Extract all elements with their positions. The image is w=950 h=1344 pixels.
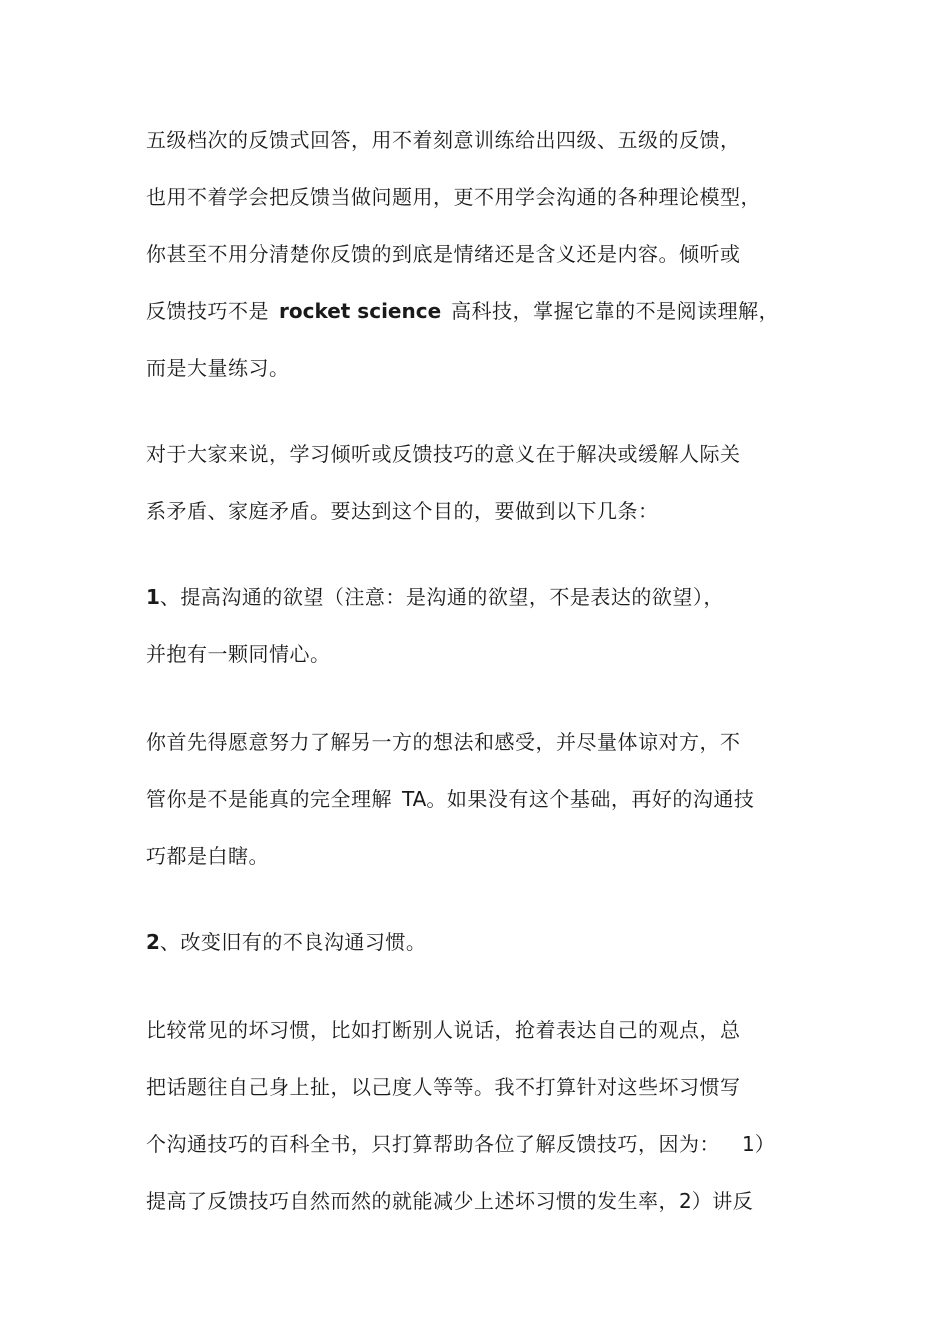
paragraph-4-line-1: 比较常见的坏习惯，比如打断别人说话，抢着表达自己的观点，总: [146, 1018, 741, 1042]
paragraph-2-line-1: 对于大家来说，学习倾听或反馈技巧的意义在于解决或缓解人际关: [146, 442, 741, 466]
paragraph-1-line-4: [146, 297, 779, 325]
text-segment: 提高了反馈技巧自然而然的就能减少上述坏习惯的发生率，: [146, 1189, 679, 1213]
paragraph-4-line-2: 把话题往自己身上扯，以己度人等等。我不打算针对这些坏习惯写: [146, 1075, 741, 1099]
text-segment: 个沟通技巧的百科全书，只打算帮助各位了解反馈技巧，因为：: [146, 1132, 720, 1156]
text-segment: 、改变旧有的不良沟通习惯。: [159, 930, 427, 954]
paragraph-1-line-5: 而是大量练习。: [146, 356, 290, 380]
text-segment: ）讲反: [691, 1189, 754, 1213]
paragraph-3-line-3: 巧都是白瞎。: [146, 844, 269, 868]
paragraph-4-line-4: [146, 1187, 753, 1215]
list-item-1-line-2: 并抱有一颗同情心。: [146, 642, 331, 666]
list-number: 1: [742, 1132, 755, 1156]
list-item-2-line-1: [146, 928, 426, 956]
english-term: TA: [402, 787, 427, 811]
paragraph-4-line-3: [146, 1130, 775, 1158]
list-number: 2: [146, 930, 160, 954]
list-item-1-line-1: [146, 583, 724, 611]
paragraph-1-line-3: 你甚至不用分清楚你反馈的到底是情绪还是含义还是内容。倾听或: [146, 242, 741, 266]
english-term: rocket science: [279, 299, 442, 323]
text-segment: 高科技，掌握它靠的不是阅读理解，: [451, 299, 780, 323]
paragraph-1-line-2: 也用不着学会把反馈当做问题用，更不用学会沟通的各种理论模型，: [146, 185, 761, 209]
paragraph-2-line-2: 系矛盾、家庭矛盾。要达到这个目的，要做到以下几条：: [146, 499, 659, 523]
text-segment: ）: [754, 1132, 776, 1156]
list-number: 1: [146, 585, 160, 609]
text-segment: 反馈技巧不是: [146, 299, 269, 323]
paragraph-3-line-1: 你首先得愿意努力了解另一方的想法和感受，并尽量体谅对方，不: [146, 730, 741, 754]
text-segment: 管你是不是能真的完全理解: [146, 787, 392, 811]
list-number: 2: [679, 1189, 692, 1213]
paragraph-1-line-1: 五级档次的反馈式回答，用不着刻意训练给出四级、五级的反馈，: [146, 128, 741, 152]
paragraph-3-line-2: [146, 785, 754, 813]
text-segment: 、提高沟通的欲望（注意：是沟通的欲望，不是表达的欲望），: [159, 585, 724, 609]
text-segment: 。如果没有这个基础，再好的沟通技: [426, 787, 755, 811]
